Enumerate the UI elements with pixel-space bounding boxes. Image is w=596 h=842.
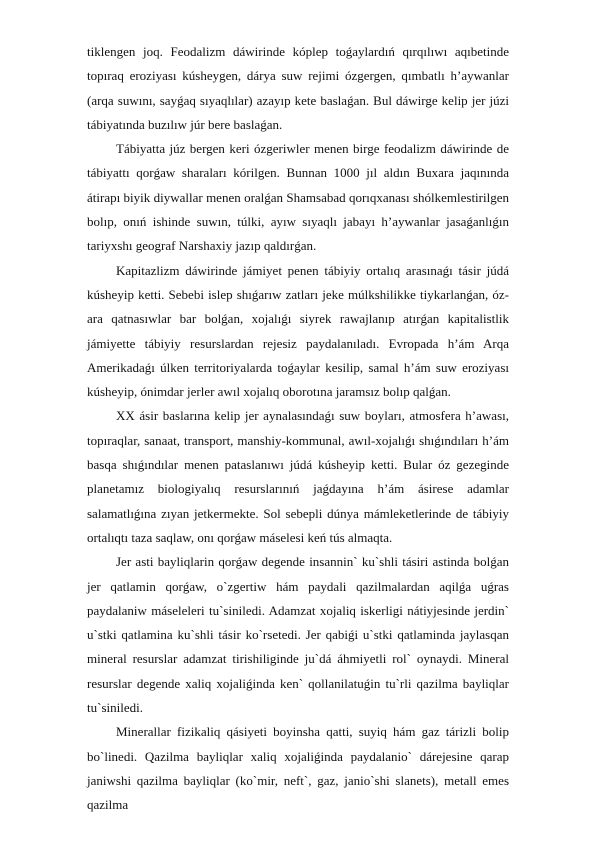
- paragraph-6: Minerallar fizikaliq qásiyeti boyinsha qatti, suyiq hám gaz tárizli bolip bo`linedi. Qazilma bayliqlar xaliq xojaliǵinda paydalanio` dárejesine qarap janiwshi qazilma bayliqlar (ko`mir, neft`, gaz, janio`shi slanets), metall emes qazilma: [87, 724, 509, 813]
- paragraph-3: Kapitazlizm dáwirinde jámiyet penen tábiyiy ortalıq arasınaǵı tásir júdá kúsheyip ketti. Sebebi islep shıǵarıw zatları jeke múlkshilikke tiykarlanǵan, óz-ara qatnasıwlar bar bolǵan, xojalıǵı siyrek rawajlanıp atırǵan kapitalistlik jámiyette tábiyiy resurslardan rejesiz paydalanıladı. Evropada h’ám Arqa Amerikadaǵı úlken territoriyalarda toǵaylar kesilip, samal h’ám suw eroziyası kúsheyip, ónimdar jerler awıl xojalıq oborotına jaramsız bolıp qalǵan.: [87, 262, 509, 400]
- paragraph-2: Tábiyatta júz bergen keri ózgeriwler menen birge feodalizm dáwirinde de tábiyattı qorǵaw sharaları kórilgen. Bunnan 1000 jıl aldın Buxara jaqınında átirapı biyik diywallar menen oralǵan Shamsabad qorıqxanası shólkemlestirilgen bolıp, onıń ishinde suwın, túlki, ayıw sıyaqlı jabayı h’aywanlar jasaǵanlıǵın tariyxshı geograf Narshaxiy jazıp qaldırǵan.: [87, 141, 509, 254]
- document-body: [87, 40, 509, 818]
- paragraph-4: XX ásir baslarına kelip jer aynalasındaǵı suw boyları, atmosfera h’awası, topıraqlar, sanaat, transport, manshiy-kommunal, awıl-xojalıǵı shıǵındıları h’ám basqa shıǵındılar menen pataslanıwı júdá kúsheyip ketti. Bular óz gezeginde planetamız biologiyalıq resurslarınıń jaǵdayına h’ám ásirese adamlar salamatlıǵına zıyan jetkermekte. Sol sebepli dúnya mámleketlerinde de tábiyiy ortalıqtı taza saqlaw, onı qorǵaw máselesi keń tús almaqta.: [87, 408, 509, 545]
- paragraph-5: Jer asti bayliqlarin qorǵaw degende insannin` ku`shli tásiri astinda bolǵan jer qatlamin qorǵaw, o`zgertiw hám paydali qazilmalardan aqilǵa uǵras paydalaniw máseleleri tu`siniledi. Adamzat xojaliq iskerligi nátiyjesinde jerdin` u`stki qatlamina ku`shli tásir ko`rsetedi. Jer qabiǵi u`stki qatlaminda jaylasqan mineral resurslar adamzat tirishiliginde ju`dá áhmiyetli rol` oynaydi. Mineral resurslar degende xaliq xojaliǵinda ken` qollanilatuǵin tu`rli qazilma bayliqlar tu`siniledi.: [87, 554, 509, 716]
- paragraph-1: tiklengen joq. Feodalizm dáwirinde kóplep toǵaylardıń qırqılıwı aqıbetinde topıraq eroziyası kúsheygen, dárya suw rejimi ózgergen, qımbatlı h’aywanlar (arqa suwını, sayǵaq sıyaqlılar) azayıp kete baslaǵan. Bul dáwirge kelip jer júzi tábiyatında buzılıw júr bere baslaǵan.: [87, 44, 509, 132]
